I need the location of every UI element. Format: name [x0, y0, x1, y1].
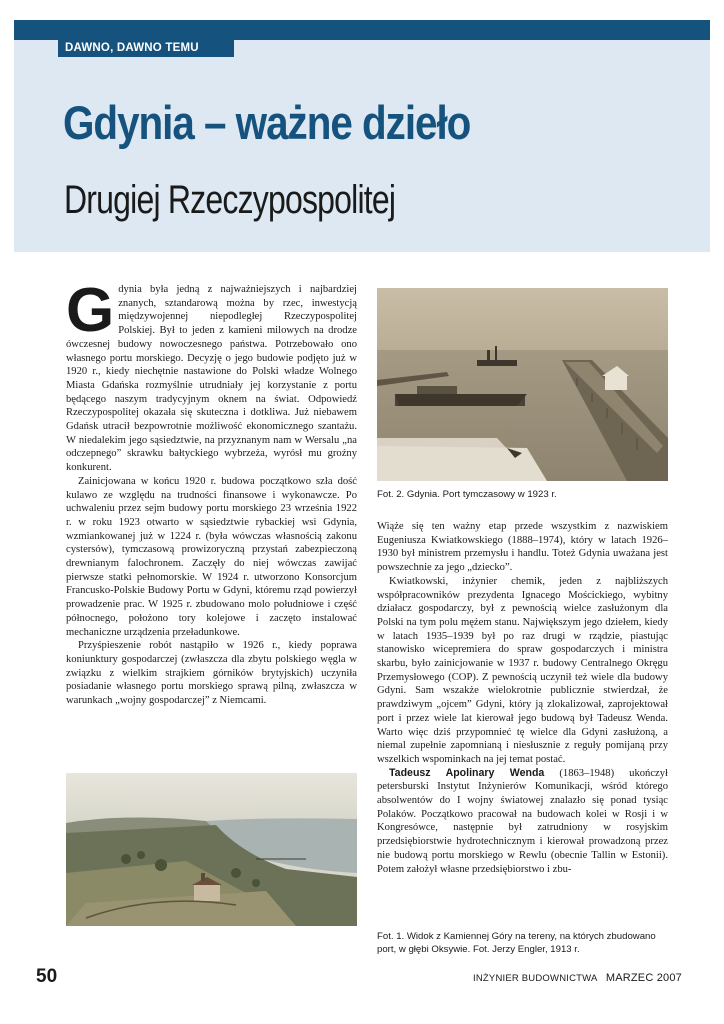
issue-date: MARZEC 2007	[605, 972, 682, 984]
right-column	[377, 520, 668, 876]
left-column	[66, 276, 357, 708]
photo-caption: Fot. 2. Gdynia. Port tymczasowy w 1923 r.	[377, 489, 557, 500]
top-color-bar	[14, 20, 710, 40]
paragraph: Kwiatkowski, inżynier chemik, jeden z najbliższych współpracowników prezydenta Ignacego Mościckiego, wybitny działacz gospodarczy, był z pewnością wielce zasłużonym dla Polski na tym polu mężem stanu. Największym jego dziełem, kiedy w latach 1935–1939 był po raz drugi w rządzie, piastując stanowisko wicepremiera do spraw gospodarczych i ministra skarbu, było zainicjowanie w 1937 r. budowy Centralnego Okręgu Przemysłowego (COP). Z pewnością uczynił też wiele dla budowy Gdyni. Sam wszakże wielokrotnie publicznie stwierdzał, że prawdziwym „ojcem” Gdyni, który ją zlokalizował, zaprojektował port i przez wiele lat kierował jego budową był Tadeusz Wenda. Warto więc dziś przypomnieć tę wielce dla Gdyni zasłużoną, a niemal zupełnie zapomnianą i niesłusznie z reguły pomijaną przy wszelkich wspominkach na jej temat postać.	[377, 575, 668, 765]
paragraph: dynia była jedną z najważniejszych i najbardziej znanych, sztandarową można by rzec, inwestycją międzywojennej niepodległej Rzeczypospolitej Polskiej. Był to jeden z kamieni milowych na drodze ówczesnej budowy nowoczesnego państwa. Potrzebowało ono własnego portu morskiego. Decyzję o jego budowie podjęto już w 1920 r., kiedy niechętnie nastawione do Polski władze Wolnego Miasta Gdańska rozmyślnie utrudniały jej korzystanie z portu będącego naszym tradycyjnym oknem na świat. Odpowiedź Rzeczypospolitej okazała się skuteczna i dotkliwa. Już niebawem Gdańsk utracił bezpowrotnie możliwość ekonomicznego szantażu. W niedalekim jego sąsiedztwie, na przyznanym nam w Wersalu „na odczepnego” skrawku bałtyckiego wybrzeża, wyrósł mu groźny konkurent.	[66, 284, 357, 474]
photo-kamienna-gora-view	[66, 773, 357, 926]
port-photo-illustration	[377, 288, 668, 481]
photo-caption: Fot. 1. Widok z Kamiennej Góry na tereny, na których zbudowano port, w głębi Oksywie. Fot. Jerzy Engler, 1913 r.	[377, 931, 656, 955]
article-title: Gdynia – ważne dzieło	[63, 96, 471, 149]
drop-cap: G	[66, 276, 115, 345]
paragraph	[377, 767, 668, 877]
section-label: DAWNO, DAWNO TEMU	[58, 40, 234, 57]
article-subtitle: Drugiej Rzeczypospolitej	[64, 178, 396, 222]
bold-name: Tadeusz Apolinary Wenda	[389, 766, 545, 779]
magazine-name: INŻYNIER BUDOWNICTWA	[473, 973, 597, 984]
footer-magazine	[473, 972, 682, 984]
paragraph: Zainicjowana w końcu 1920 r. budowa początkowo szła dość kulawo ze względu na trudności finansowe i wykonawcze. Po uchwaleniu przez sejm budowy portu morskiego 23 września 1922 r. w roku 1923 otwarto w sąsiedztwie rybackiej wsi Gdynia, wzmiankowanej już w 1224 r. (była wówczas własnością zakonu cystersów), tymczasową prowizoryczną przystań zabezpieczoną drewnianym falochronem. Zaczęły do niej wówczas zawijać pierwsze statki pełnomorskie. W 1924 r. utworzono Konsorcjum Francusko-Polskie Budowy Portu w Gdyni, któremu rząd powierzył prowadzenie prac. W 1925 r. zbudowano molo południowe i część północnego, położono tory kolejowe i zaczęto instalować mechaniczne urządzenia przeładunkowe.	[66, 475, 357, 638]
paragraph-text: (1863–1948) ukończył petersburski Instytut Inżynierów Komunikacji, wśród którego absolwentów do I wojny światowej znalazło się ponad tysiąc Polaków. Początkowo pracował na budowach kolei w Rosji i w Kongresówce, następnie był zatrudniony w rosyjskim przedsiębiorstwie hydrotechnicznym i kierował prowadzoną przez nie budową portu morskiego w Rewlu (obecnie Tallin w Estonii). Potem założył własne przedsiębiorstwo i zbu-	[377, 767, 668, 875]
page-number: 50	[36, 966, 58, 987]
paragraph: Przyśpieszenie robót nastąpiło w 1926 r., kiedy poprawa koniunktury gospodarczej (zwłaszcza dla zbytu polskiego węgla w związku z wielkim strajkiem górników brytyjskich) uczyniła posiadanie własnego portu morskiego sprawą pilną, zwłaszcza w warunkach „wojny gospodarczej” z Niemcami.	[66, 640, 357, 707]
photo-temporary-port-1923	[377, 288, 668, 481]
paragraph: Wiąże się ten ważny etap przede wszystkim z nazwiskiem Eugeniusza Kwiatkowskiego (1888–1974), który w latach 1926–1930 był ministrem przemysłu i handlu. Toteż Gdynia uważana jest powszechnie za jego „dziecko”.	[377, 521, 668, 574]
landscape-photo-illustration	[66, 773, 357, 926]
